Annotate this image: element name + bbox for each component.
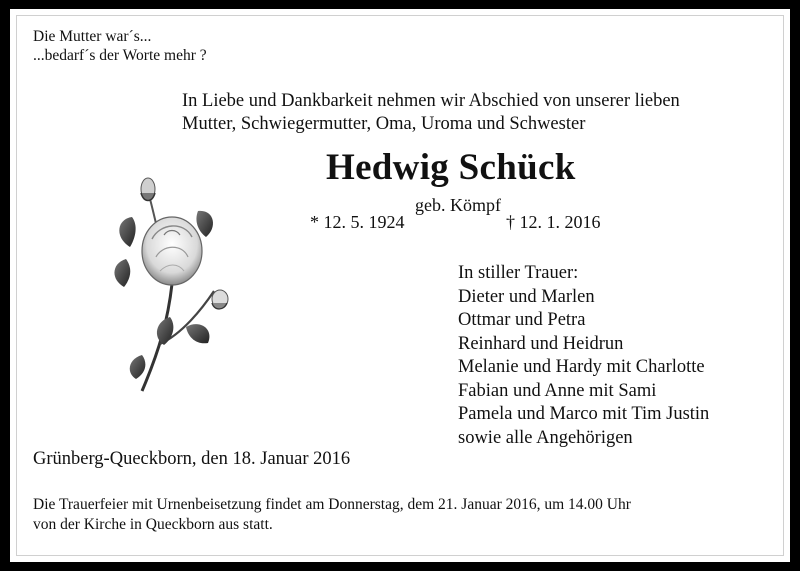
- intro-line-1: In Liebe und Dankbarkeit nehmen wir Abschied von unserer lieben: [182, 91, 680, 111]
- mourners-list: [458, 262, 709, 450]
- mourner-entry: Melanie und Hardy mit Charlotte: [458, 357, 705, 377]
- motto: [33, 27, 207, 65]
- mourner-entry: sowie alle Angehörigen: [458, 427, 633, 448]
- obituary-card: [10, 9, 790, 562]
- rose-icon: [102, 159, 242, 409]
- motto-line-2: ...bedarf´s der Worte mehr ?: [33, 47, 207, 64]
- mourner-entry: Fabian und Anne mit Sami: [458, 380, 657, 401]
- mourner-entry: Ottmar und Petra: [458, 310, 586, 330]
- ceremony-notice: [33, 495, 631, 535]
- place-date: Grünberg-Queckborn, den 18. Januar 2016: [33, 449, 351, 469]
- deceased-name: Hedwig Schück: [326, 147, 576, 188]
- intro-line-2: Mutter, Schwiegermutter, Oma, Uroma und Schwester: [182, 114, 586, 134]
- born-name: geb. Kömpf: [415, 195, 501, 215]
- ceremony-line-2: von der Kirche in Queckborn aus statt.: [33, 516, 273, 533]
- mourner-entry: Dieter und Marlen: [458, 286, 595, 307]
- ceremony-line-1: Die Trauerfeier mit Urnenbeisetzung findet am Donnerstag, dem 21. Januar 2016, um 14.00 Uhr: [33, 496, 631, 513]
- mourner-entry: Reinhard und Heidrun: [458, 333, 624, 354]
- mourner-entry: Pamela und Marco mit Tim Justin: [458, 404, 710, 424]
- birth-date: * 12. 5. 1924: [310, 212, 405, 232]
- death-date: † 12. 1. 2016: [506, 212, 601, 232]
- intro-text: [182, 90, 680, 136]
- motto-line-1: Die Mutter war´s...: [33, 28, 152, 45]
- mourners-heading: In stiller Trauer:: [458, 263, 579, 283]
